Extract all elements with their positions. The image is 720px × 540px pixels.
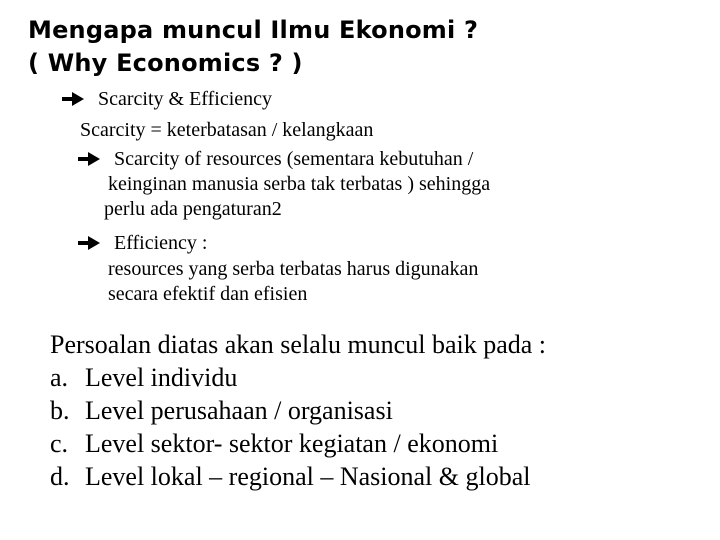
right-arrow-icon xyxy=(72,92,84,106)
list-text: Level lokal – regional – Nasional & global xyxy=(85,462,531,491)
list-text: Level perusahaan / organisasi xyxy=(85,396,393,425)
efficiency-text: secara efektif dan efisien xyxy=(108,283,308,305)
levels-intro: Persoalan diatas akan selalu muncul baik pada : xyxy=(50,330,547,359)
bullet-text: Efficiency : xyxy=(114,232,208,254)
list-text: Level sektor- sektor kegiatan / ekonomi xyxy=(85,429,499,458)
list-item xyxy=(50,361,237,394)
list-item xyxy=(50,427,498,460)
list-marker: d. xyxy=(50,462,70,491)
bullet-continuation: keinginan manusia serba tak terbatas ) sehingga xyxy=(108,173,491,195)
bullet-continuation: perlu ada pengaturan2 xyxy=(104,198,282,220)
title-line-2: ( Why Economics ? ) xyxy=(28,49,303,77)
list-marker: b. xyxy=(50,396,70,425)
list-marker: a. xyxy=(50,363,69,392)
list-item xyxy=(50,460,531,493)
list-text: Level individu xyxy=(85,363,238,392)
bullet-text: Scarcity & Efficiency xyxy=(98,88,273,110)
bullet-efficiency xyxy=(88,232,207,254)
right-arrow-icon xyxy=(88,236,100,250)
efficiency-text: resources yang serba terbatas harus digunakan xyxy=(108,258,479,280)
title-line-1: Mengapa muncul Ilmu Ekonomi ? xyxy=(28,16,479,44)
list-item xyxy=(50,394,393,427)
bullet-text: Scarcity of resources (sementara kebutuhan / xyxy=(114,148,474,170)
scarcity-definition: Scarcity = keterbatasan / kelangkaan xyxy=(80,119,374,141)
list-marker: c. xyxy=(50,429,69,458)
bullet-scarcity-efficiency xyxy=(72,88,272,110)
slide-title xyxy=(28,14,478,80)
right-arrow-icon xyxy=(88,152,100,166)
bullet-scarcity-resources xyxy=(88,148,473,170)
